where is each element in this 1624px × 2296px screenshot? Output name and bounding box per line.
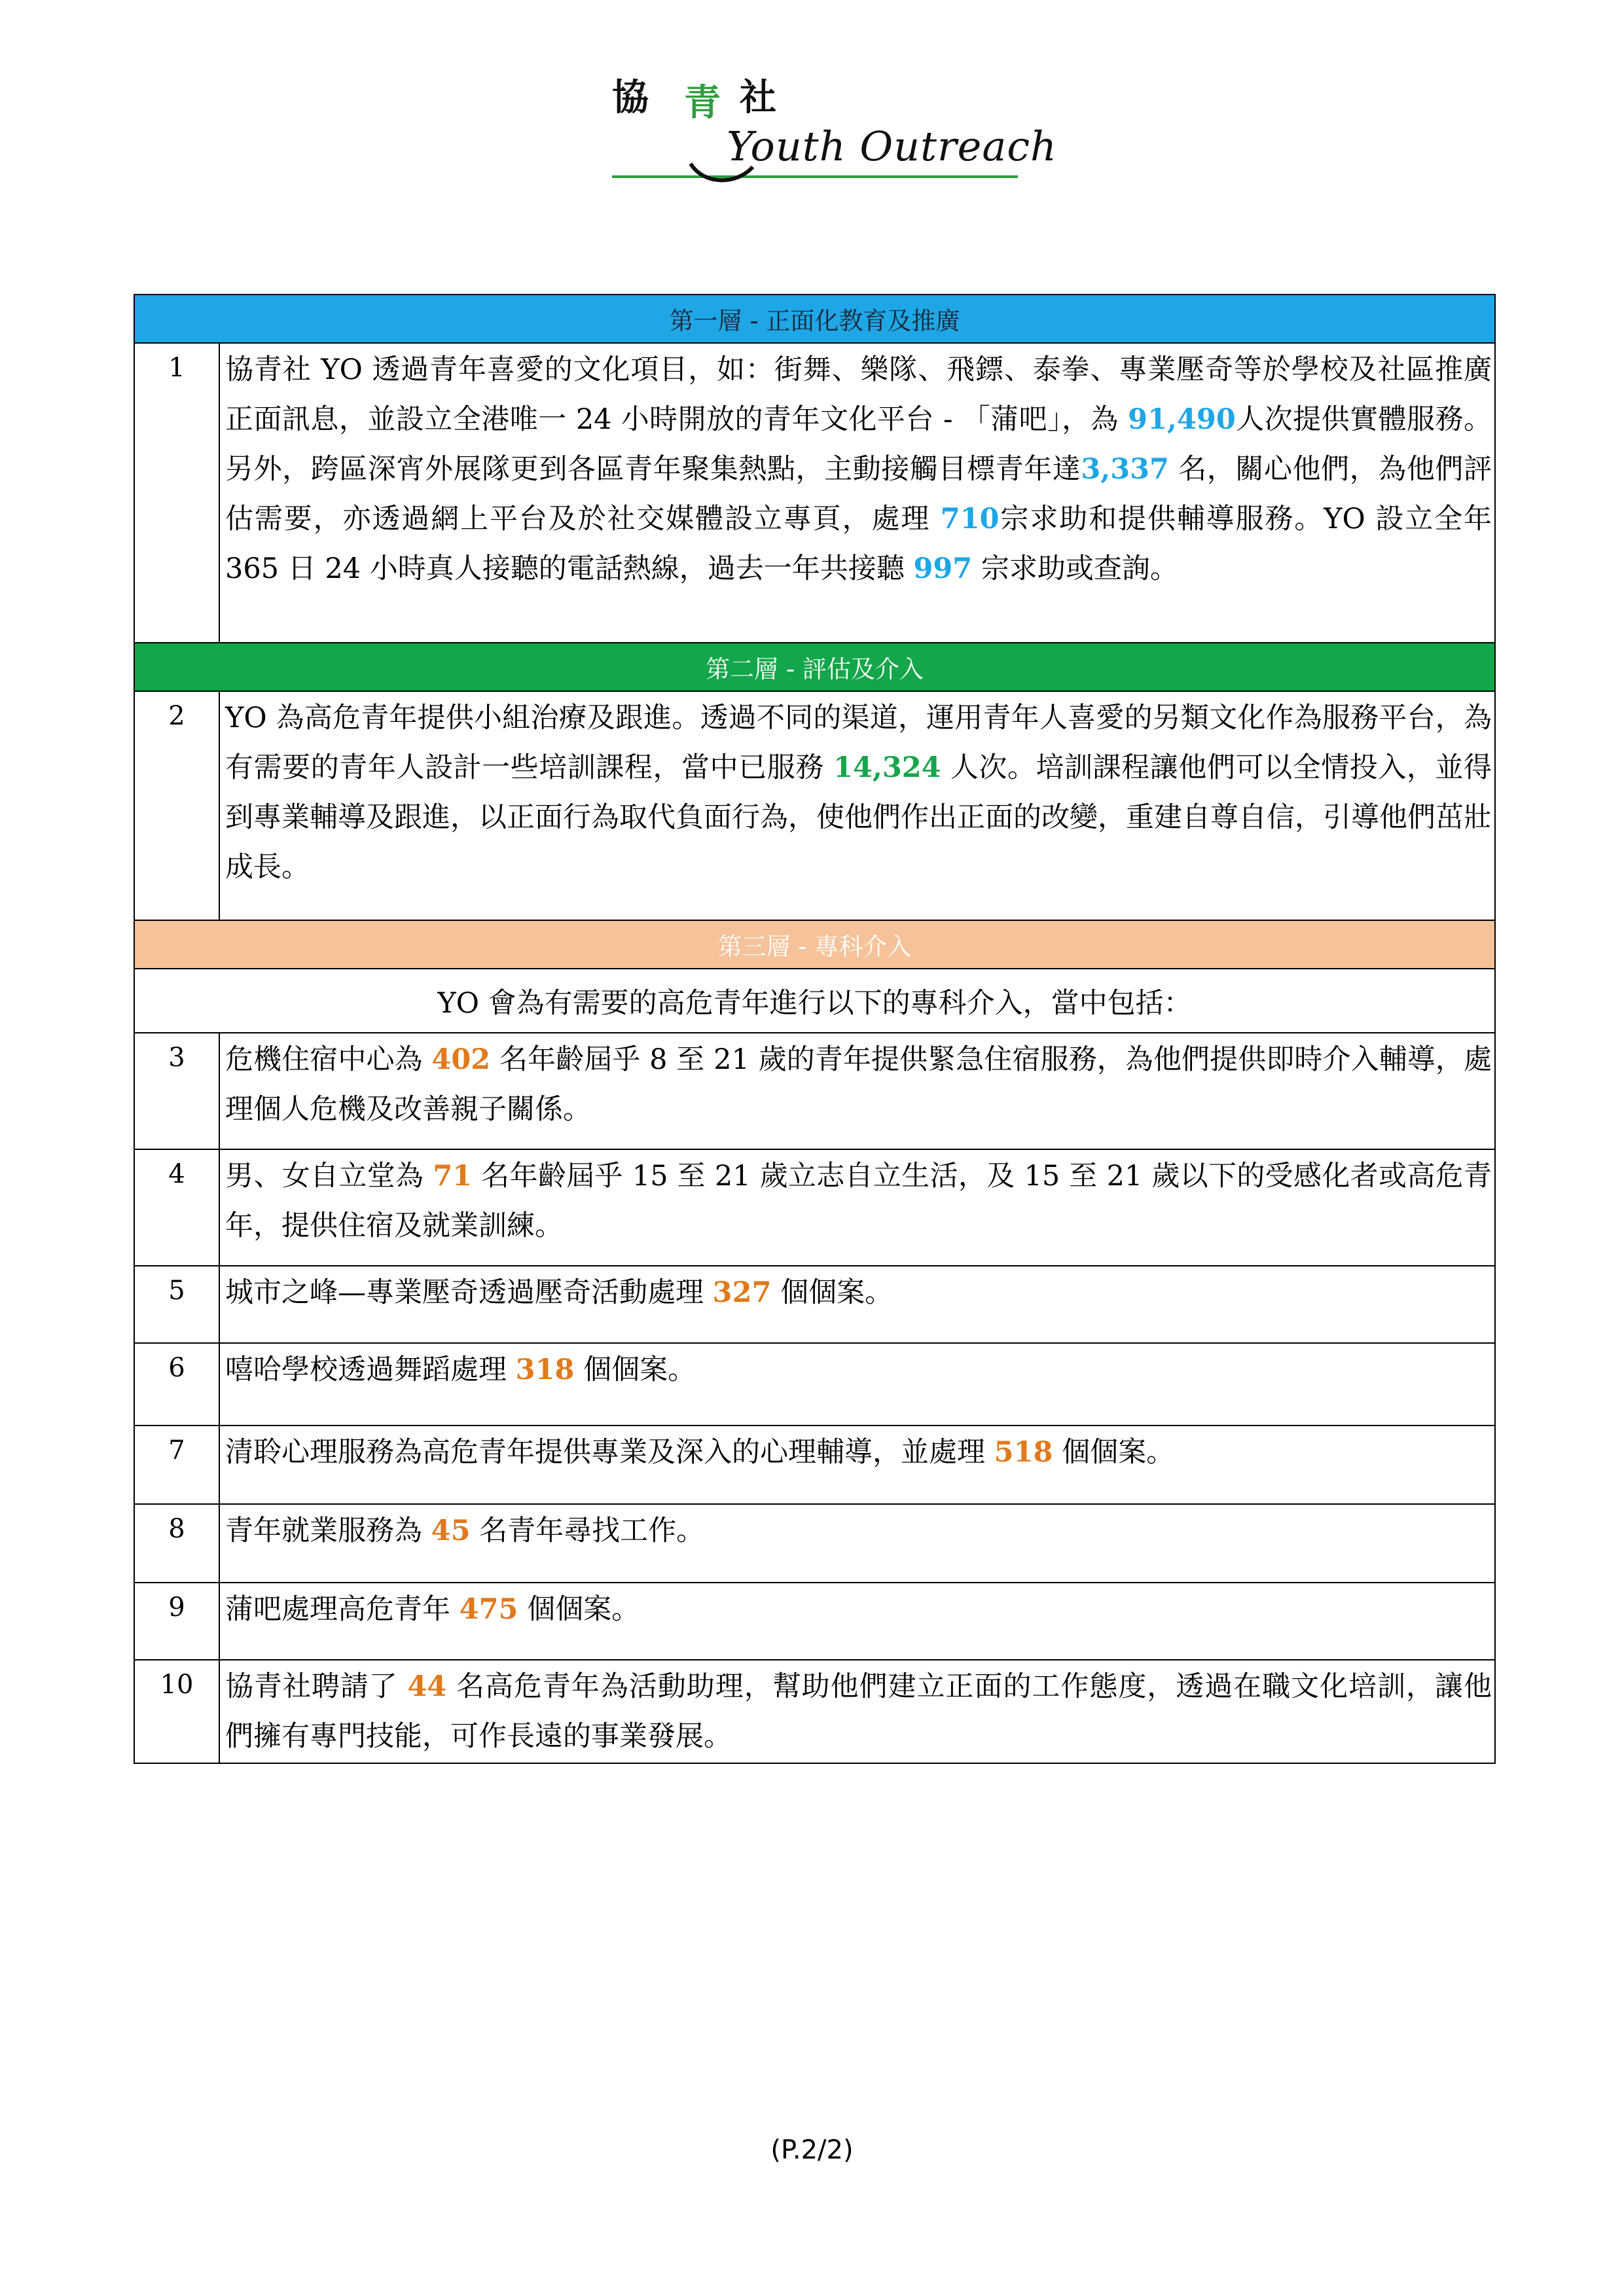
highlight-figure: 518: [994, 1436, 1053, 1469]
table-row: [134, 1583, 1495, 1660]
highlight-figure: 71: [433, 1160, 473, 1193]
description-text: 名，關心他們，為他們評估需要，亦透過網上平台及於社交媒體設立專頁，處理: [225, 453, 1492, 535]
section-title: 第一層 - 正面化教育及推廣: [134, 295, 1495, 343]
highlight-figure: 710: [940, 503, 1000, 535]
description-text: 名年齡屆乎 15 至 21 歲立志自立生活，及 15 至 21 歲以下的受感化者或高危青年，提供住宿及就業訓練。: [225, 1160, 1492, 1242]
section-intro: YO 會為有需要的高危青年進行以下的專科介入，當中包括：: [134, 969, 1495, 1033]
description-text: 清聆心理服務為高危青年提供專業及深入的心理輔導，並處理: [225, 1436, 994, 1469]
description-text: 人次。培訓課程讓他們可以全情投入，並得到專業輔導及跟進，以正面行為取代負面行為，使他們作出正面的改變，重建自尊自信，引導他們茁壯成長。: [225, 751, 1492, 884]
table-row: [134, 1266, 1495, 1343]
row-number: 1: [134, 343, 219, 643]
row-description: [219, 1033, 1495, 1149]
table-row: [134, 1343, 1495, 1426]
description-text: 男、女自立堂為: [225, 1160, 433, 1193]
table-row: [134, 691, 1495, 920]
logo-char-3: 社: [740, 77, 776, 119]
description-text: 名青年尋找工作。: [470, 1515, 705, 1547]
description-text: 協青社聘請了: [225, 1670, 408, 1703]
logo-char-2: 青: [684, 82, 721, 124]
page-number: (P.2/2): [770, 2135, 854, 2165]
service-tiers-table: [134, 294, 1496, 1764]
highlight-figure: 318: [515, 1354, 575, 1386]
highlight-figure: 3,337: [1081, 453, 1169, 486]
row-number: 8: [134, 1504, 219, 1583]
row-number: 4: [134, 1149, 219, 1266]
description-text: YO 為高危青年提供小組治療及跟進。透過不同的渠道，運用青年人喜愛的另類文化作為服務平台，為有需要的青年人設計一些培訓課程，當中已服務: [225, 702, 1492, 784]
description-text: 名年齡屆乎 8 至 21 歲的青年提供緊急住宿服務，為他們提供即時介入輔導，處理個人危機及改善親子關係。: [225, 1043, 1492, 1126]
table-row: [134, 1033, 1495, 1149]
description-text: 宗求助和提供輔導服務。YO 設立全年 365 日 24 小時真人接聽的電話熱線，過去一年共接聽: [225, 503, 1492, 585]
description-text: 危機住宿中心為: [225, 1043, 432, 1076]
description-text: 協青社 YO 透過青年喜愛的文化項目，如：街舞、樂隊、飛鏢、泰拳、專業壓奇等於學校及社區推廣正面訊息，並設立全港唯一 24 小時開放的青年文化平台 - 「蒲吧」，為: [225, 353, 1492, 436]
highlight-figure: 14,324: [833, 751, 941, 784]
row-number: 6: [134, 1343, 219, 1426]
highlight-figure: 475: [459, 1593, 518, 1626]
description-text: 宗求助或查詢。: [972, 552, 1178, 585]
description-text: 青年就業服務為: [225, 1515, 431, 1547]
highlight-figure: 44: [407, 1670, 447, 1703]
row-description: [219, 1583, 1495, 1660]
description-text: 人次提供實體服務。另外，跨區深宵外展隊更到各區青年聚集熱點，主動接觸目標青年達: [225, 403, 1492, 486]
section-header: [134, 643, 1495, 691]
table-row: [134, 1149, 1495, 1266]
section-title: 第二層 - 評估及介入: [134, 643, 1495, 691]
highlight-figure: 327: [712, 1276, 772, 1309]
row-description: [219, 1266, 1495, 1343]
table-row: [134, 1426, 1495, 1504]
row-description: [219, 691, 1495, 920]
description-text: 個個案。: [518, 1593, 640, 1626]
youth-outreach-logo: [612, 69, 1057, 187]
logo-swoosh-icon: [612, 69, 1018, 187]
row-number: 7: [134, 1426, 219, 1504]
row-number: 9: [134, 1583, 219, 1660]
highlight-figure: 997: [913, 552, 973, 585]
row-description: [219, 1343, 1495, 1426]
row-number: 10: [134, 1660, 219, 1763]
description-text: 個個案。: [1053, 1436, 1175, 1469]
row-description: [219, 343, 1495, 643]
description-text: 個個案。: [771, 1276, 893, 1309]
description-text: 名高危青年為活動助理，幫助他們建立正面的工作態度，透過在職文化培訓，讓他們擁有專門技能，可作長遠的事業發展。: [225, 1670, 1492, 1753]
highlight-figure: 91,490: [1128, 403, 1236, 436]
section-header: [134, 295, 1495, 343]
row-description: [219, 1504, 1495, 1583]
row-number: 5: [134, 1266, 219, 1343]
description-text: 嘻哈學校透過舞蹈處理: [225, 1354, 516, 1386]
row-number: 3: [134, 1033, 219, 1149]
table-row: [134, 1660, 1495, 1763]
logo-english-name: Youth Outreach: [727, 122, 1057, 170]
row-description: [219, 1660, 1495, 1763]
highlight-figure: 45: [431, 1515, 471, 1547]
section-header: [134, 920, 1495, 969]
logo-char-1: 協: [612, 77, 649, 119]
row-number: 2: [134, 691, 219, 920]
row-description: [219, 1149, 1495, 1266]
section-title: 第三層 - 專科介入: [134, 920, 1495, 969]
table-row: [134, 1504, 1495, 1583]
row-description: [219, 1426, 1495, 1504]
description-text: 蒲吧處理高危青年: [225, 1593, 460, 1626]
description-text: 個個案。: [574, 1354, 696, 1386]
table-row: [134, 343, 1495, 643]
highlight-figure: 402: [431, 1043, 491, 1076]
description-text: 城市之峰—專業壓奇透過壓奇活動處理: [225, 1276, 713, 1309]
